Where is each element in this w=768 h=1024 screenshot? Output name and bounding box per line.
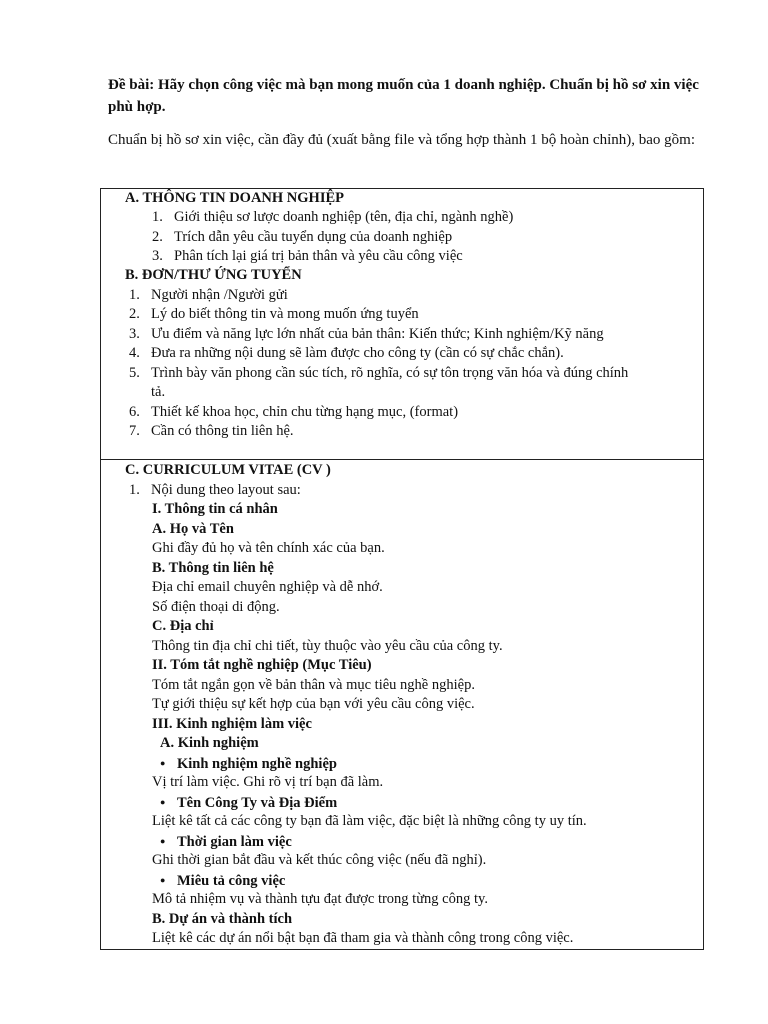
table-cell-c (100, 459, 704, 950)
cv-name-heading: A. Họ và Tên (152, 520, 234, 537)
bullet-heading: Kinh nghiệm nghề nghiệp (177, 755, 337, 772)
bullet-icon: ● (160, 757, 166, 768)
section-b-item-5 (129, 364, 628, 384)
cv-bullet-2-desc: Liệt kê tất cả các công ty bạn đã làm việc, đặc biệt là những công ty uy tín. (152, 813, 587, 829)
list-text: Nội dung theo layout sau: (151, 481, 301, 498)
assignment-intro: Chuẩn bị hồ sơ xin việc, cần đầy đủ (xuất bằng file và tổng hợp thành 1 bộ hoàn chỉnh), bao gồm: (108, 132, 695, 148)
section-b-item-1 (129, 286, 288, 306)
cv-summary-heading: II. Tóm tắt nghề nghiệp (Mục Tiêu) (152, 657, 372, 673)
cv-bullet-3-desc: Ghi thời gian bắt đầu và kết thúc công việc (nếu đã nghỉ). (152, 852, 487, 868)
assignment-title: Đề bài: Hãy chọn công việc mà bạn mong muốn của 1 doanh nghiệp. Chuẩn bị hồ sơ xin việc phù hợp. (108, 77, 699, 115)
bullet-icon: ● (160, 796, 166, 807)
list-text: Ưu điểm và năng lực lớn nhất của bản thân: Kiến thức; Kinh nghiệm/Kỹ năng (151, 325, 604, 342)
cv-address-heading: C. Địa chỉ (152, 618, 214, 634)
list-number: 1. (152, 209, 163, 225)
section-b-item-7 (129, 422, 294, 442)
section-a-item-1 (152, 208, 513, 228)
list-number: 3. (129, 325, 140, 342)
cv-summary-desc-2: Tự giới thiệu sự kết hợp của bạn với yêu cầu công việc. (152, 696, 475, 712)
list-number: 3. (152, 248, 163, 264)
section-c-item-1 (129, 481, 301, 501)
section-b-item-6 (129, 403, 458, 423)
cv-contact-desc-phone: Số điện thoại di động. (152, 598, 280, 615)
bullet-icon: ● (160, 835, 166, 846)
section-b-item-3 (129, 325, 604, 345)
cv-bullet-4-desc: Mô tả nhiệm vụ và thành tựu đạt được trong từng công ty. (152, 891, 488, 907)
list-text: Trích dẫn yêu cầu tuyển dụng của doanh nghiệp (174, 228, 453, 245)
list-text: Cần có thông tin liên hệ. (151, 423, 294, 439)
list-number: 2. (129, 306, 140, 322)
section-b-item-4 (129, 344, 564, 364)
cv-name-desc: Ghi đầy đủ họ và tên chính xác của bạn. (152, 540, 385, 556)
cv-contact-desc-email: Địa chỉ email chuyên nghiệp và dễ nhớ. (152, 579, 383, 595)
list-number: 6. (129, 403, 140, 420)
table-cell-a-b (100, 188, 704, 460)
list-number: 2. (152, 228, 163, 245)
cv-bullet-professional-experience (160, 754, 337, 775)
section-b-item-2 (129, 305, 419, 325)
bullet-heading: Thời gian làm việc (177, 833, 292, 850)
cv-bullet-work-time (160, 832, 292, 853)
list-number: 5. (129, 364, 140, 381)
cv-bullet-company-location (160, 793, 337, 814)
list-text: Thiết kế khoa học, chỉn chu từng hạng mục, (format) (151, 403, 459, 420)
bullet-heading: Tên Công Ty và Địa Điểm (177, 794, 338, 811)
cv-bullet-job-description (160, 871, 285, 892)
section-a-item-2 (152, 228, 452, 248)
section-a-item-3 (152, 247, 463, 267)
list-text: Phân tích lại giá trị bản thân và yêu cầu công việc (174, 248, 463, 264)
section-c-heading: C. CURRICULUM VITAE (CV ) (125, 462, 331, 478)
list-number: 1. (129, 286, 140, 303)
cv-projects-desc: Liệt kê các dự án nổi bật bạn đã tham gia và thành công trong công việc. (152, 930, 574, 946)
list-text: Giới thiệu sơ lược doanh nghiệp (tên, địa chỉ, ngành nghề) (174, 209, 514, 225)
section-b-item-5-continued (129, 383, 165, 403)
cv-experience-heading: III. Kinh nghiệm làm việc (152, 715, 312, 732)
list-text: Lý do biết thông tin và mong muốn ứng tuyển (151, 306, 419, 322)
list-number: 1. (129, 481, 140, 498)
cv-bullet-1-desc: Vị trí làm việc. Ghi rõ vị trí bạn đã làm. (152, 774, 384, 790)
list-number: 4. (129, 345, 140, 361)
cv-experience-a-heading: A. Kinh nghiệm (160, 735, 259, 751)
list-text: Đưa ra những nội dung sẽ làm được cho công ty (cần có sự chắc chắn). (151, 345, 564, 361)
cv-personal-info-heading: I. Thông tin cá nhân (152, 501, 278, 517)
cv-summary-desc-1: Tóm tắt ngắn gọn về bản thân và mục tiêu nghề nghiệp. (152, 676, 475, 693)
cv-address-desc: Thông tin địa chỉ chi tiết, tùy thuộc vào yêu cầu của công ty. (152, 637, 503, 654)
cv-projects-heading: B. Dự án và thành tích (152, 910, 293, 927)
list-text: tả. (151, 384, 166, 400)
list-text: Người nhận /Người gửi (151, 286, 288, 303)
cv-contact-heading: B. Thông tin liên hệ (152, 559, 274, 576)
section-a-heading: A. THÔNG TIN DOANH NGHIỆP (125, 190, 345, 206)
list-number: 7. (129, 423, 140, 439)
section-b-heading: B. ĐƠN/THƯ ỨNG TUYỂN (125, 267, 302, 283)
list-text: Trình bày văn phong cần súc tích, rõ nghĩa, có sự tôn trọng văn hóa và đúng chính (151, 364, 629, 381)
bullet-icon: ● (160, 874, 166, 885)
bullet-heading: Miêu tả công việc (177, 872, 286, 889)
